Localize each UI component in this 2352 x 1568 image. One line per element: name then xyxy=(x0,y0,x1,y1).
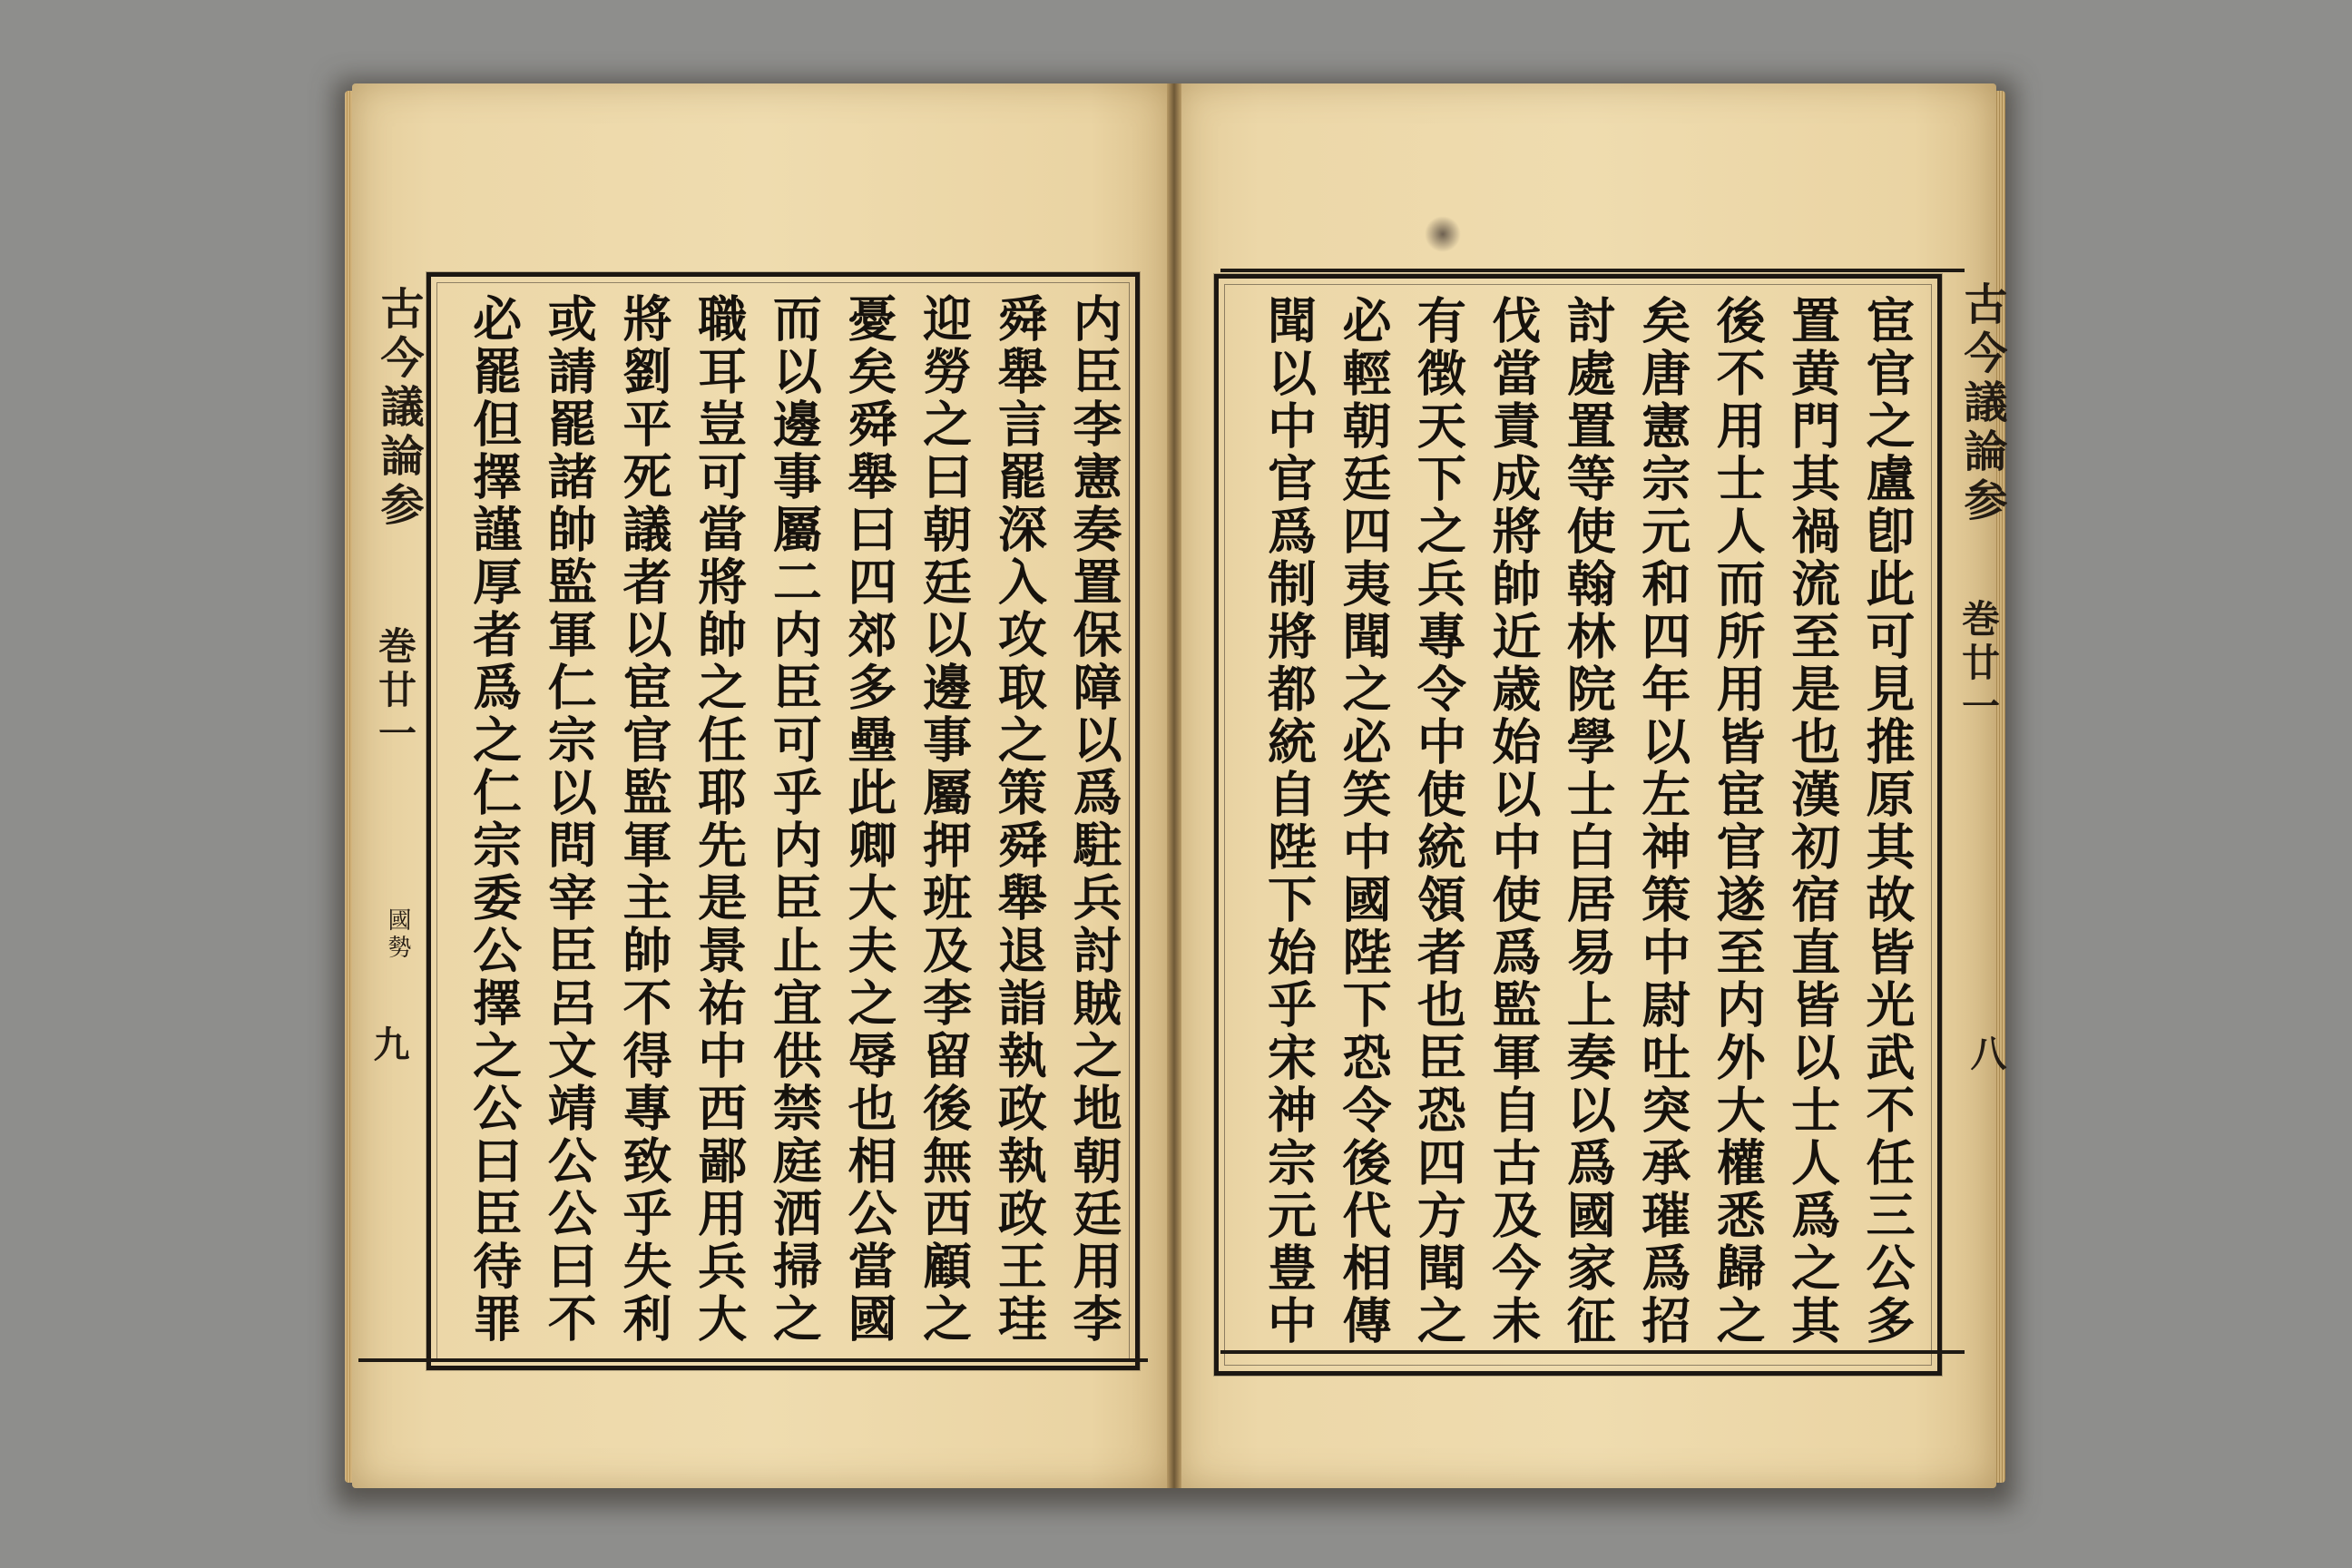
right-column-3: 後不用士人而所用皆宦官遂至内外大權悉歸之 xyxy=(1709,295,1768,1348)
right-column-9: 聞以中官爲制將都統自陛下始乎宋神宗元豊中 xyxy=(1259,295,1318,1348)
right-column-5: 討處置等使翰林院學士白居易上奏以爲國家征 xyxy=(1559,295,1618,1348)
right-page-number: 八 xyxy=(1965,1034,2007,1071)
left-column-4: 憂矣舜舉曰四郊多壘此卿大夫之辱也相公當國 xyxy=(839,293,898,1346)
left-margin-title: 古今議論参 xyxy=(373,286,424,531)
left-column-6: 職耳豈可當將帥之任耶先是景祐中西鄙用兵大 xyxy=(690,293,749,1346)
right-column-4: 矣唐憲宗元和四年以左神策中尉吐突承璀爲招 xyxy=(1633,295,1692,1348)
left-column-9: 必罷但擇謹厚者爲之仁宗委公擇之公曰臣待罪 xyxy=(465,293,524,1346)
right-column-2: 置黄門其禍流至是也漢初宿直皆以士人爲之其 xyxy=(1783,295,1842,1348)
left-column-7: 將劉平死議者以宦官監軍主帥不得專致乎失利 xyxy=(614,293,673,1346)
right-column-7: 有徴天下之兵專令中使統領者也臣恐四方聞之 xyxy=(1409,295,1468,1348)
left-bottom-rule xyxy=(358,1358,1148,1362)
right-column-1: 宦官之盧卽此可見推原其故皆光武不任三公多 xyxy=(1858,295,1916,1348)
left-column-5: 而以邊事屬二内臣可乎内臣止宜供禁庭洒掃之 xyxy=(765,293,824,1346)
left-margin-section: 國勢 xyxy=(384,907,411,962)
right-margin-title: 古今議論参 xyxy=(1956,281,2007,526)
paper-stain xyxy=(1425,216,1461,252)
right-column-6: 伐當責成將帥近歳始以中使爲監軍自古及今未 xyxy=(1484,295,1543,1348)
left-column-3: 迎勞之曰朝廷以邊事屬押班及李留後無西顧之 xyxy=(915,293,974,1346)
right-text-block xyxy=(1239,295,1916,1351)
right-margin-volume: 巻廿一 xyxy=(1956,599,2001,730)
right-column-8: 必輕朝廷四夷聞之必笑中國陛下恐令後代相傳 xyxy=(1334,295,1393,1348)
right-top-rule xyxy=(1220,269,1965,272)
right-text-frame xyxy=(1214,274,1942,1376)
book-gutter xyxy=(1167,83,1181,1488)
left-text-frame xyxy=(426,272,1140,1370)
left-column-2: 舜舉言罷深入攻取之策舜舉退詣執政執政王珪 xyxy=(990,293,1049,1346)
left-column-1: 内臣李憲奏置保障以爲駐兵討賊之地朝廷用李 xyxy=(1065,293,1123,1346)
left-margin-volume: 巻廿一 xyxy=(373,626,417,757)
left-page-number: 九 xyxy=(368,1025,410,1062)
right-bottom-rule xyxy=(1220,1350,1965,1354)
left-text-block xyxy=(444,293,1123,1346)
left-column-8: 或請罷諸帥監軍仁宗以問宰臣呂文靖公公曰不 xyxy=(540,293,599,1346)
